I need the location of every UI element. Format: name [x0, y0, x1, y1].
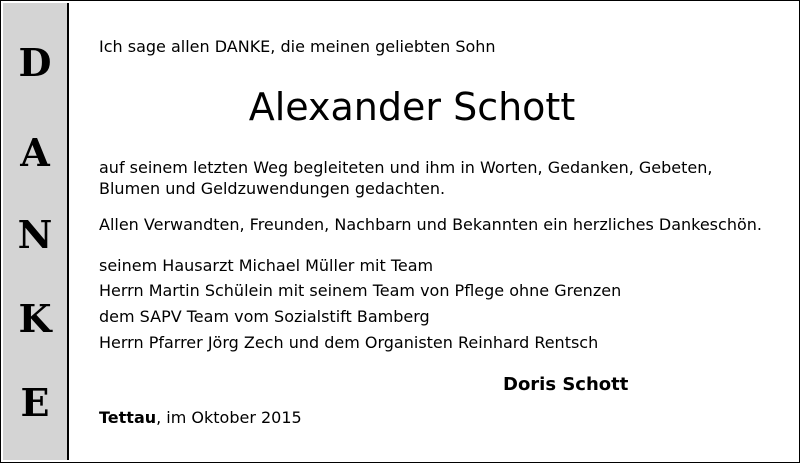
special-thanks-item: dem SAPV Team vom Sozialstift Bamberg — [99, 307, 430, 326]
thanks-text: Allen Verwandten, Freunden, Nachbarn und Bekannten ein herzliches Dankeschön. — [99, 215, 762, 234]
special-thanks-item: Herrn Pfarrer Jörg Zech und dem Organisten Reinhard Rentsch — [99, 333, 599, 352]
sidebar-letter: K — [18, 296, 52, 341]
date-text: , im Oktober 2015 — [156, 408, 302, 427]
danke-sidebar — [3, 3, 69, 460]
place-date — [99, 408, 302, 428]
sidebar-letter: N — [17, 212, 53, 257]
signature: Doris Schott — [503, 374, 629, 395]
special-thanks-item: Herrn Martin Schülein mit seinem Team von Pflege ohne Grenzen — [99, 281, 622, 300]
intro-text: Ich sage allen DANKE, die meinen geliebten Sohn — [99, 37, 496, 56]
body-text-line-2: Blumen und Geldzuwendungen gedachten. — [99, 179, 446, 198]
deceased-name: Alexander Schott — [248, 85, 576, 129]
sidebar-letter: E — [20, 380, 50, 425]
notice-content — [99, 1, 789, 462]
place-name: Tettau — [99, 408, 157, 427]
sidebar-letter: D — [18, 40, 52, 85]
special-thanks-item: seinem Hausarzt Michael Müller mit Team — [99, 256, 434, 275]
body-text-line-1: auf seinem letzten Weg begleiteten und ihm in Worten, Gedanken, Gebeten, — [99, 158, 713, 177]
sidebar-letter: A — [20, 130, 50, 175]
